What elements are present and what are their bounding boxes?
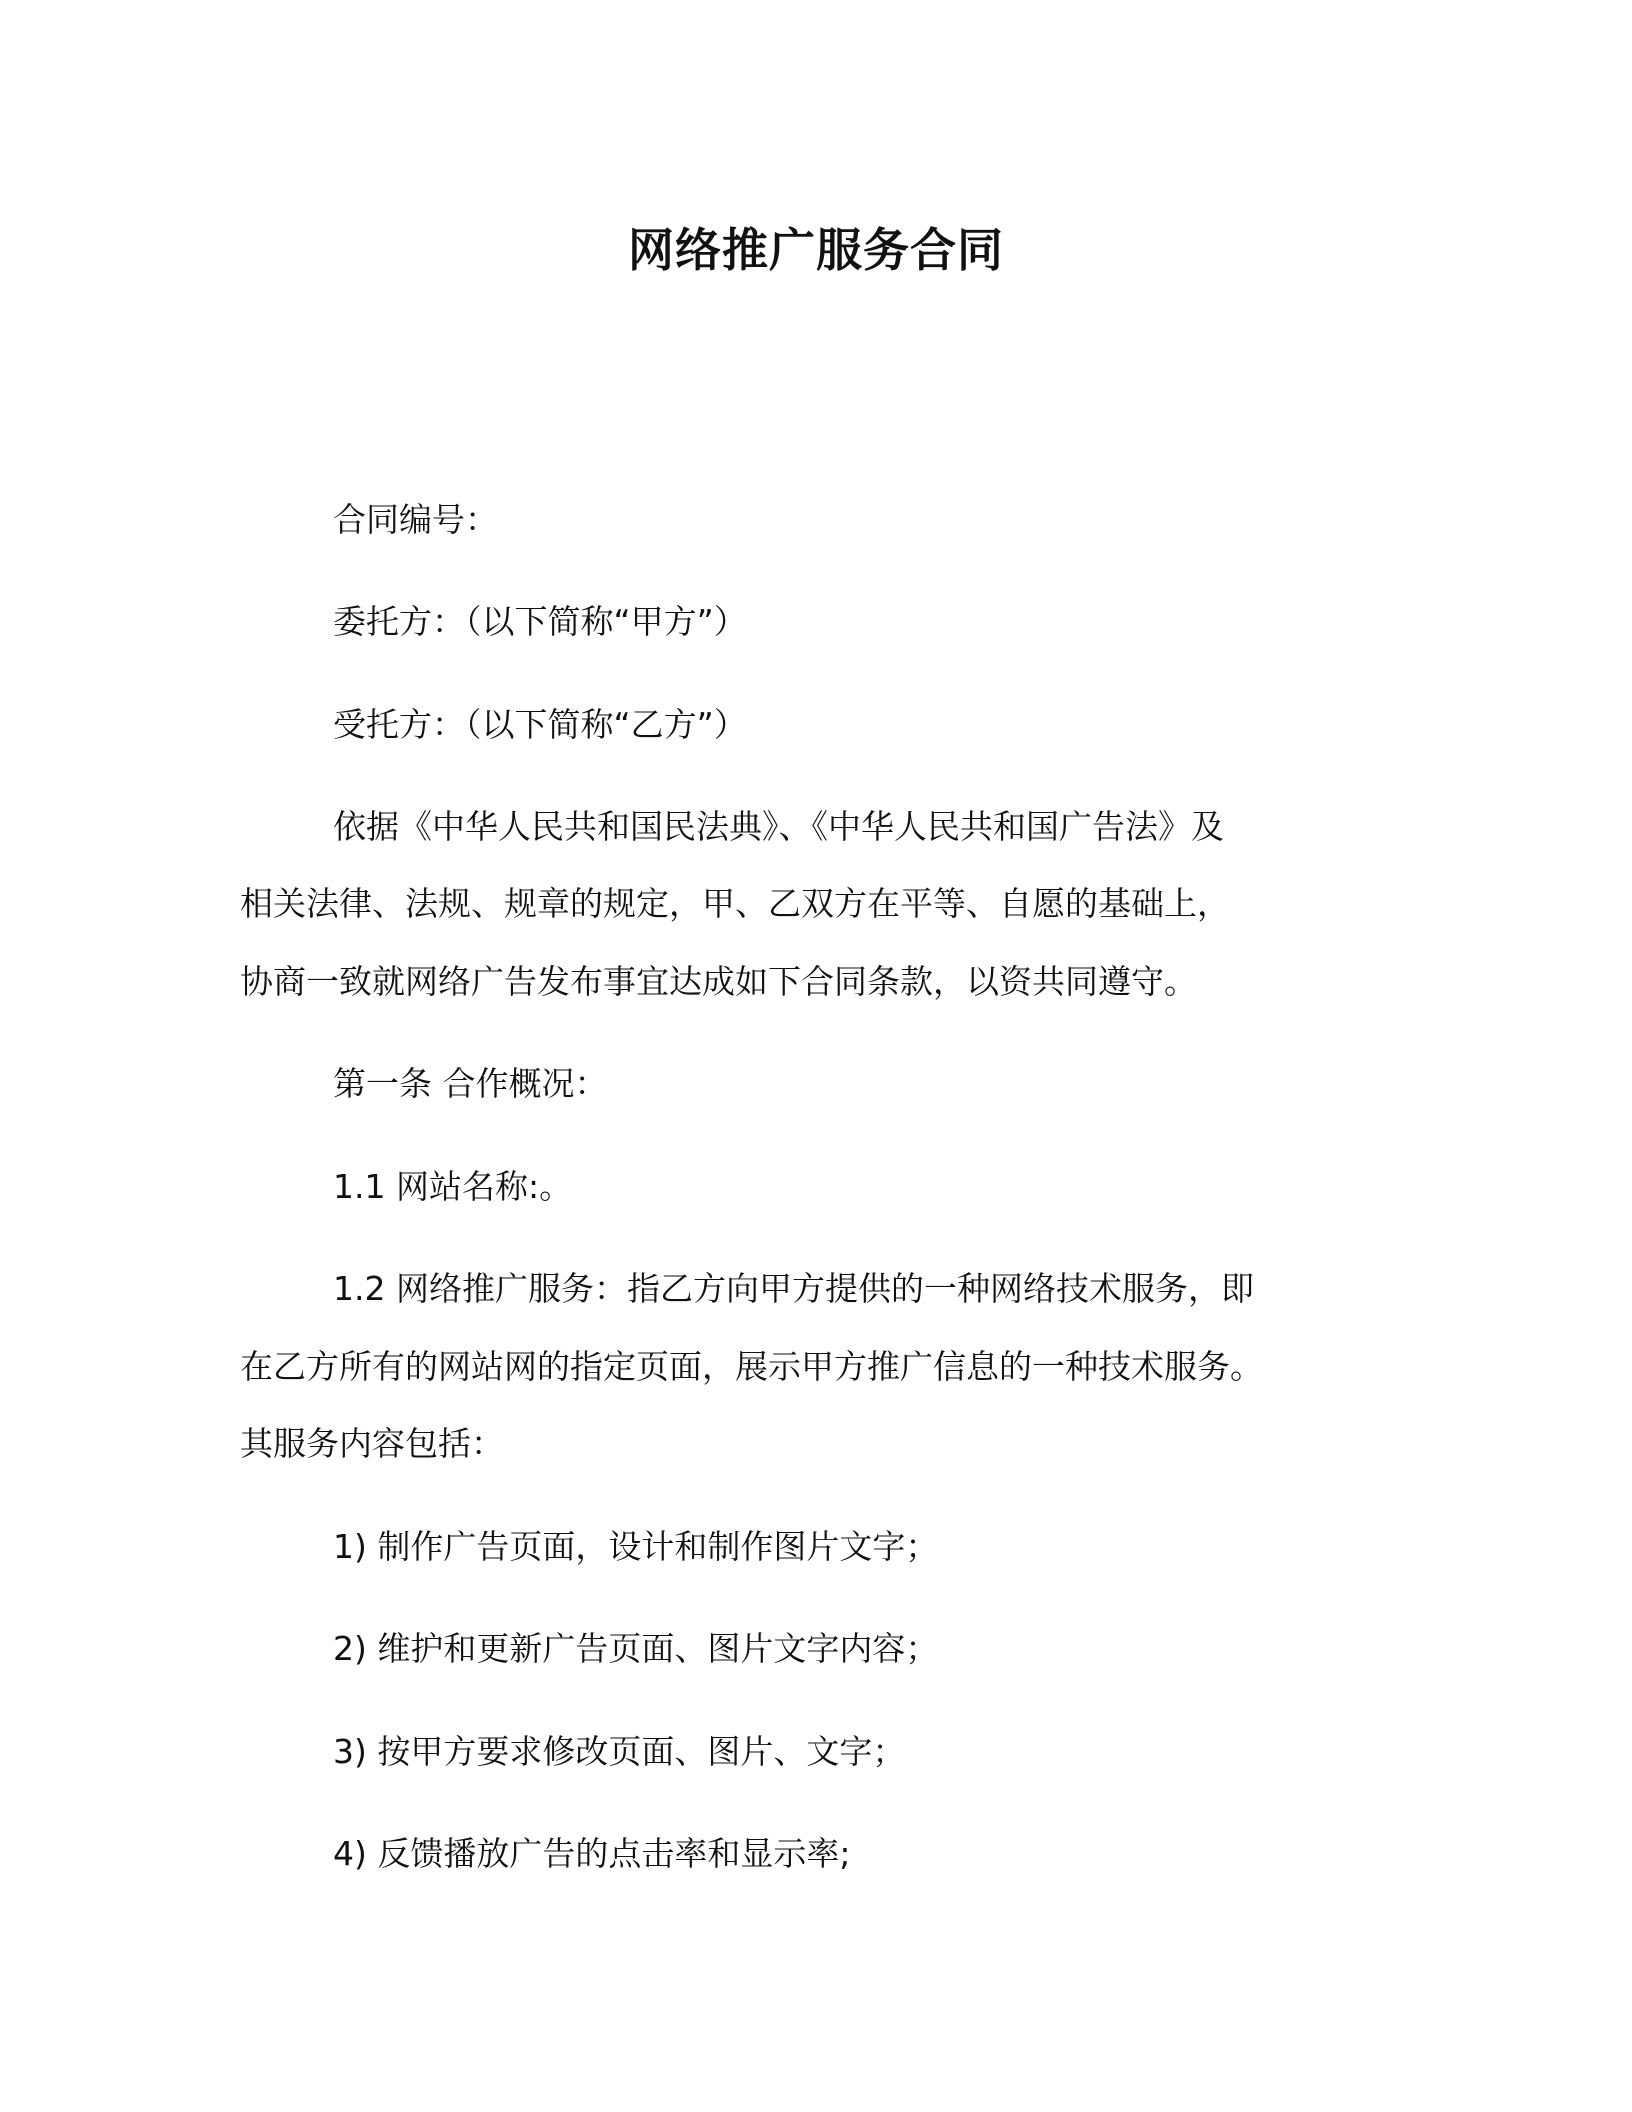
service-item: 4) 反馈播放广告的点击率和显示率;: [333, 1834, 851, 1873]
item-1-2-line-1: 1.2 网络推广服务：指乙方向甲方提供的一种网络技术服务，即: [333, 1269, 1254, 1308]
intro-line-3: 协商一致就网络广告发布事宜达成如下合同条款，以资共同遵守。: [240, 962, 1197, 1001]
party-a-line: 委托方：（以下简称“甲方”）: [333, 602, 747, 641]
service-item: 1) 制作广告页面，设计和制作图片文字；: [333, 1527, 939, 1566]
service-item: 2) 维护和更新广告页面、图片文字内容；: [333, 1629, 939, 1668]
document-title: 网络推广服务合同: [628, 223, 1004, 277]
item-1-1: 1.1 网站名称:。: [333, 1167, 573, 1206]
service-item: 3) 按甲方要求修改页面、图片、文字；: [333, 1732, 906, 1771]
intro-line-2: 相关法律、法规、规章的规定，甲、乙双方在平等、自愿的基础上，: [240, 884, 1230, 923]
intro-line-1: 依据《中华人民共和国民法典》、《中华人民共和国广告法》及: [333, 807, 1224, 846]
contract-number-label: 合同编号：: [333, 500, 498, 539]
article-1-heading: 第一条 合作概况：: [333, 1064, 608, 1103]
party-b-line: 受托方：（以下简称“乙方”）: [333, 705, 747, 744]
item-1-2-line-3: 其服务内容包括：: [240, 1424, 504, 1463]
item-1-2-line-2: 在乙方所有的网站网的指定页面，展示甲方推广信息的一种技术服务。: [240, 1347, 1263, 1386]
